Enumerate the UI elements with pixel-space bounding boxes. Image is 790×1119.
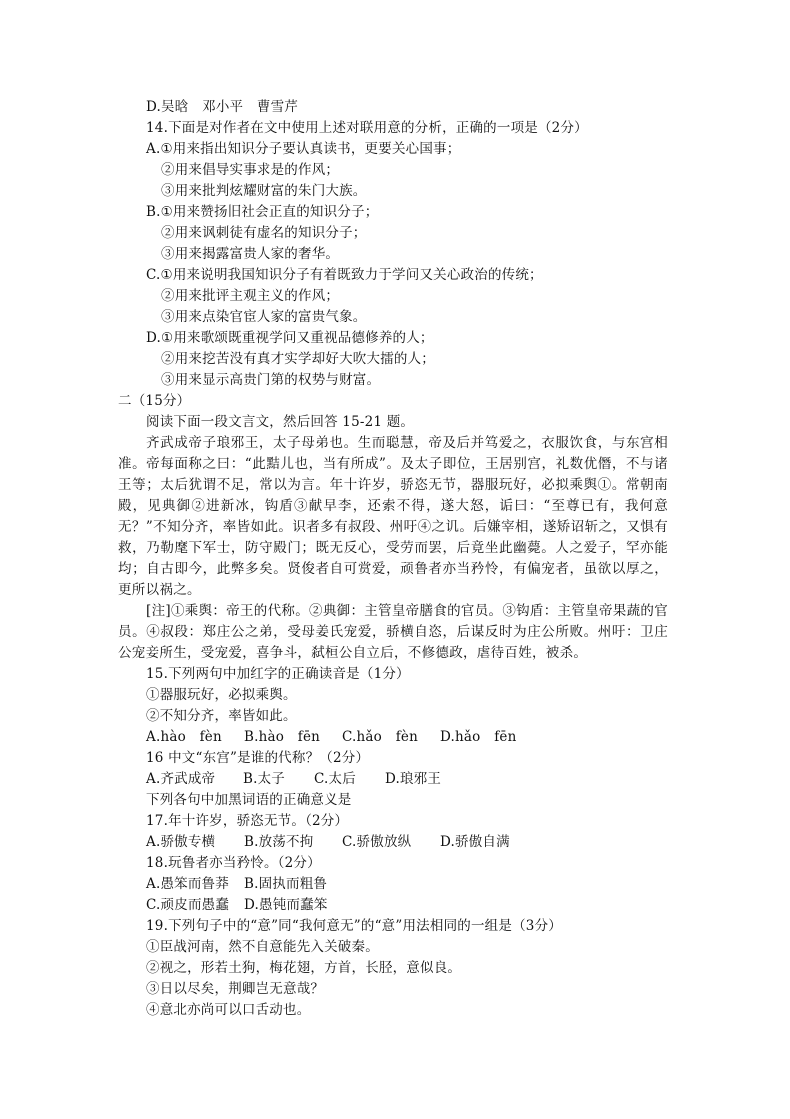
q18-option-a: A.愚笨而鲁莽 (146, 876, 229, 892)
q14-option-b-line2: ②用来讽刺徒有虚名的知识分子； (161, 225, 367, 241)
q15-option-d: D.hǎo fēn (440, 729, 517, 745)
q17-option-d: D.骄傲自满 (440, 834, 510, 850)
q18-stem: 18.玩鲁者亦当矜怜。（2分） (146, 855, 321, 871)
q14-option-d-line3: ③用来显示高贵门第的权势与财富。 (161, 372, 381, 388)
q13-option-d: D.吴晗 邓小平 曹雪芹 (146, 99, 299, 115)
q18-option-b: B.固执而粗鲁 (244, 876, 328, 892)
q14-option-d-line2: ②用来挖苦没有真才实学却好大吹大擂的人； (161, 351, 435, 367)
q16-option-b: B.太子 (243, 771, 286, 787)
q15-option-a: A.hào fèn (146, 729, 222, 745)
q14-option-b-line1: B.①用来赞扬旧社会正直的知识分子； (146, 204, 379, 220)
q17-option-c: C.骄傲放纵 (342, 834, 412, 850)
q16-option-d: D.琅邪王 (385, 771, 442, 787)
q19-item-2: ②视之，形若土狗，梅花翅，方首，长胫，意似良。 (146, 960, 462, 976)
q17-intro: 下列各句中加黑词语的正确意义是 (146, 792, 352, 808)
section2-instruction: 阅读下面一段文言文，然后回答 15-21 题。 (146, 414, 415, 430)
q15-sentence-2: ②不知分齐，率皆如此。 (146, 708, 297, 724)
q14-option-c-line2: ②用来批评主观主义的作风； (161, 288, 340, 304)
q14-option-b-line3: ③用来揭露富贵人家的奢华。 (161, 246, 340, 262)
classical-passage: 齐武成帝子琅邪王，太子母弟也。生而聪慧，帝及后并笃爱之，衣服饮食，与东宫相准。帝每面称之曰：“此黠儿也，当有所成”。及太子即位，王居别宫，礼数优僭，不与诸王等；太后犹谓不足，常以为言。年十许岁，骄恣无节，器服玩好，必拟乘舆①。常朝南殿，见典御②进新冰，钩盾③献早李，还索不得，遂大怒，诟曰：“至尊已有，我何意无？”不知分齐，率皆如此。识者多有叔段、州吁④之讥。后嫌宰相，遂矫诏斩之，又惧有救，乃勒麾下军士，防守殿门；既无反心，受劳而罢，后竟坐此幽薨。人之爱子，罕亦能均；自古即今，此弊多矣。贤俊者自可赏爱，顽鲁者亦当矜怜，有偏宠者，虽欲以厚之，更所以祸之。 (118, 435, 668, 598)
q15-sentence-1: ①器服玩好，必拟乘舆。 (146, 687, 297, 703)
q14-stem: 14.下面是对作者在文中使用上述对联用意的分析，正确的一项是（2分） (146, 120, 588, 136)
q19-stem: 19.下列句子中的“意”同“我何意无”的“意”用法相同的一组是（3分） (146, 918, 562, 934)
q19-item-4: ④意北亦尚可以口舌动也。 (146, 1002, 311, 1018)
q17-stem: 17.年十许岁，骄恣无节。（2分） (146, 813, 349, 829)
q14-option-c-line1: C.①用来说明我国知识分子有着既致力于学问又关心政治的传统； (146, 267, 543, 283)
q15-stem: 15.下列两句中加红字的正确读音是（1分） (146, 666, 410, 682)
section2-header: 二（15分） (118, 393, 191, 409)
q14-option-c-line3: ③用来点染官宦人家的富贵气象。 (161, 309, 367, 325)
q17-option-b: B.放荡不拘 (244, 834, 314, 850)
q14-option-d-line1: D.①用来歌颂既重视学问又重视品德修养的人； (146, 330, 434, 346)
q14-option-a-line2: ②用来倡导实事求是的作风； (161, 162, 340, 178)
q18-option-c: C.顽皮而愚蠢 (146, 897, 230, 913)
q16-stem: 16 中文“东宫”是谁的代称？（2分） (146, 750, 370, 766)
q18-option-d: D.愚钝而蠢笨 (244, 897, 328, 913)
q14-option-a-line3: ③用来批判炫耀财富的朱门大族。 (161, 183, 367, 199)
q15-option-b: B.hào fēn (244, 729, 321, 745)
q19-item-3: ③日以尽矣，荆卿岂无意哉？ (146, 981, 325, 997)
q16-option-a: A.齐武成帝 (146, 771, 216, 787)
q16-option-c: C.太后 (314, 771, 356, 787)
q19-item-1: ①臣战河南，然不自意能先入关破秦。 (146, 939, 379, 955)
q14-option-a-line1: A.①用来指出知识分子要认真读书，更要关心国事； (146, 141, 461, 157)
passage-notes: [注]①乘舆：帝王的代称。②典御：主管皇帝膳食的官员。③钩盾：主管皇帝果蔬的官员。④叔段：郑庄公之弟，受母姜氏宠爱，骄横自恣，后谋反时为庄公所败。州吁：卫庄公宠妾所生，受宠爱，喜争斗，弑桓公自立后，不修德政，虐待百姓，被杀。 (118, 603, 668, 661)
q15-option-c: C.hǎo fèn (342, 729, 418, 745)
q17-option-a: A.骄傲专横 (146, 834, 216, 850)
